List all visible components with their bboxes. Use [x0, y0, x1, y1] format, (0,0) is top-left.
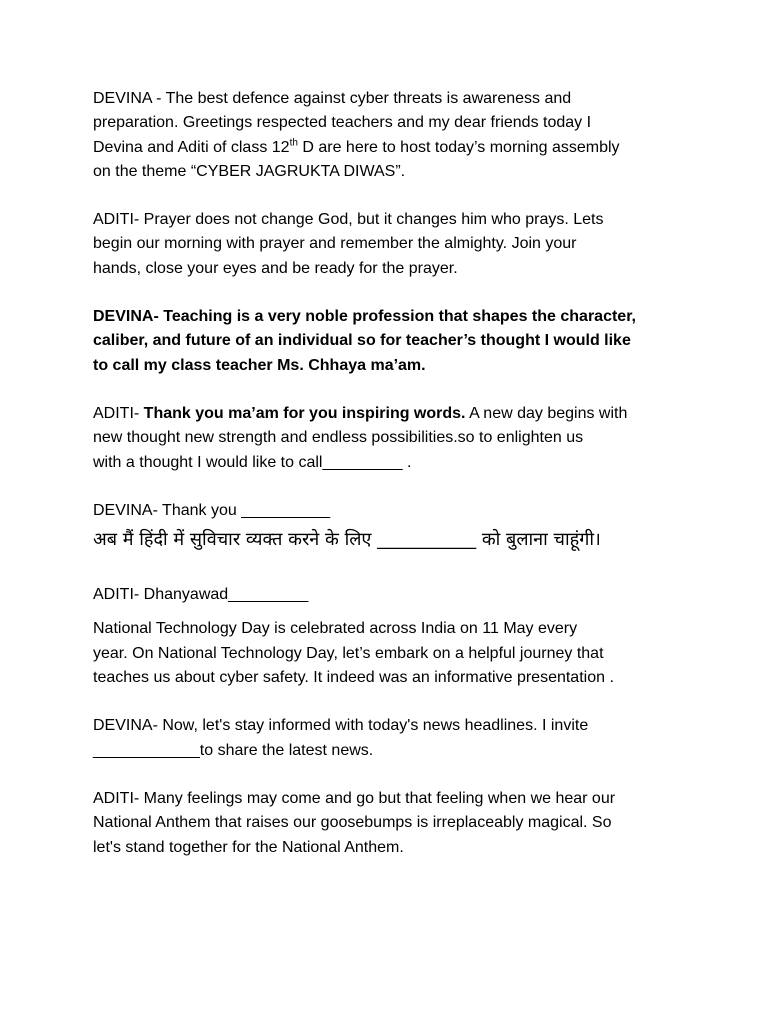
paragraph-aditi-prayer — [93, 208, 678, 281]
text-line: ADITI- Many feelings may come and go but that feeling when we hear our — [93, 789, 616, 807]
text-line: DEVINA- Now, let's stay informed with today's news headlines. I invite — [93, 717, 589, 735]
text-line: with a thought I would like to call_________ . — [93, 453, 412, 471]
text-fragment: Devina and Aditi of class 12 — [93, 138, 290, 156]
text-line: begin our morning with prayer and remember the almighty. Join your — [93, 235, 577, 253]
text-fragment: D are here to host today’s morning assembly — [297, 138, 620, 156]
text-fragment: ADITI- — [93, 404, 144, 422]
text-line: DEVINA- Teaching is a very noble profession that shapes the character, — [93, 308, 636, 326]
text-line: National Technology Day is celebrated across India on 11 May every — [93, 620, 578, 638]
text-line: DEVINA- Thank you __________ — [93, 501, 331, 519]
text-line: caliber, and future of an individual so for teacher’s thought I would like — [93, 332, 631, 350]
text-line — [93, 402, 678, 426]
text-fragment: A new day begins with — [465, 404, 628, 422]
text-line: ADITI- Prayer does not change God, but it changes him who prays. Lets — [93, 211, 604, 229]
text-line: on the theme “CYBER JAGRUKTA DIWAS”. — [93, 162, 406, 180]
text-line: National Anthem that raises our goosebumps is irreplaceably magical. So — [93, 814, 612, 832]
superscript-th: th — [289, 137, 298, 149]
text-line: year. On National Technology Day, let’s embark on a helpful journey that — [93, 644, 604, 662]
paragraph-aditi-anthem — [93, 787, 678, 860]
text-line: let's stand together for the National Anthem. — [93, 838, 404, 856]
paragraph-devina-hindi-thought — [93, 499, 678, 555]
paragraph-devina-intro — [93, 87, 678, 184]
text-line: hands, close your eyes and be ready for the prayer. — [93, 259, 458, 277]
paragraph-technology-day — [93, 617, 678, 690]
text-line: teaches us about cyber safety. It indeed was an informative presentation . — [93, 669, 614, 687]
paragraph-devina-news — [93, 714, 678, 763]
text-line: new thought new strength and endless possibilities.so to enlighten us — [93, 429, 584, 447]
text-line: DEVINA - The best defence against cyber threats is awareness and — [93, 90, 572, 107]
text-line: ____________to share the latest news. — [93, 741, 374, 759]
document-body — [93, 87, 678, 884]
text-line — [93, 136, 678, 160]
paragraph-aditi-thought — [93, 402, 678, 475]
text-line: to call my class teacher Ms. Chhaya ma’am. — [93, 356, 426, 374]
text-line: ADITI- Dhanyawad_________ — [93, 586, 309, 604]
hindi-text-line: अब मैं हिंदी में सुविचार व्यक्त करने के लिए ___________ को बुलाना चाहूंगी। — [93, 529, 601, 551]
paragraph-devina-teacher-thought — [93, 305, 678, 378]
paragraph-aditi-dhanyawad — [93, 583, 678, 607]
text-line: preparation. Greetings respected teachers and my dear friends today I — [93, 114, 592, 132]
bold-text-fragment: Thank you ma’am for you inspiring words. — [143, 404, 466, 422]
